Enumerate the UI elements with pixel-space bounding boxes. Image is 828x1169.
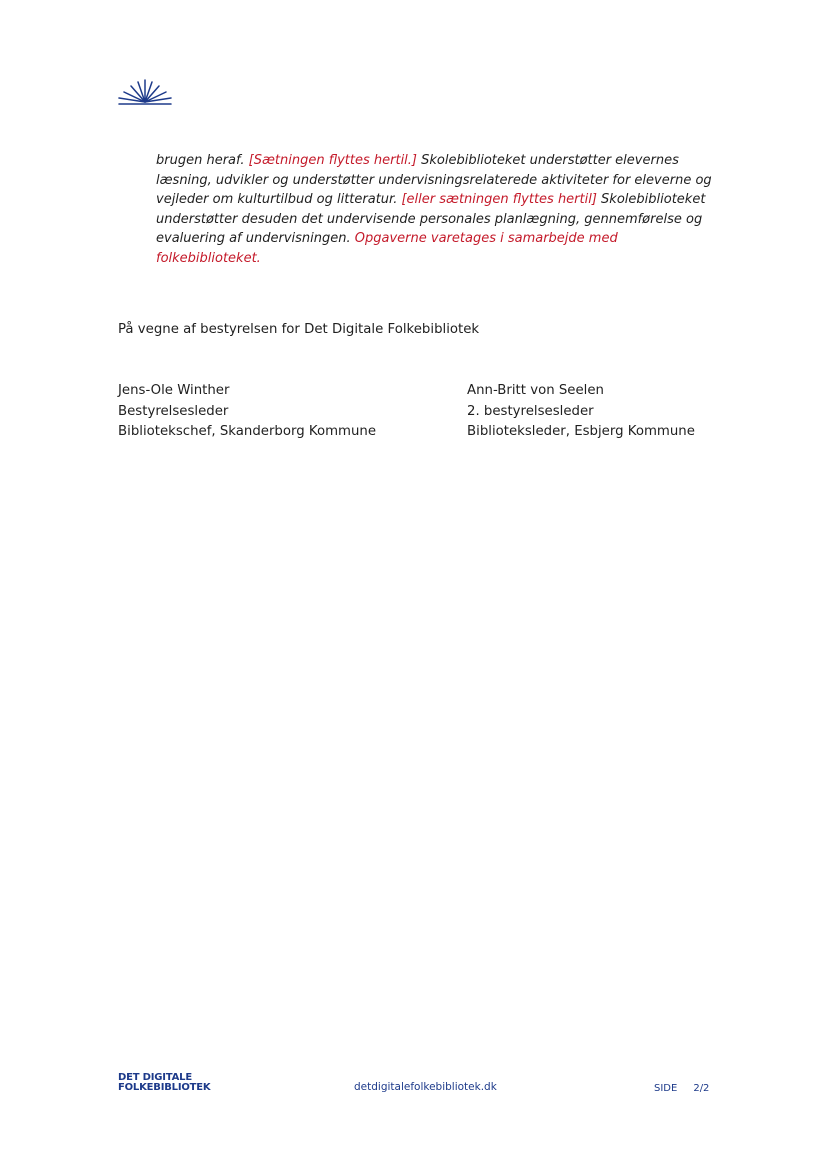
footer-page-indicator (654, 1083, 709, 1094)
quote-text-2: Skolebiblioteket understøtter elevernes læsning, udvikler og understøtter undervisningsrelaterede aktiviteter for eleverne og vejleder om kulturtilbud og litteratur. (156, 153, 712, 207)
footer-brand-logo (118, 1073, 210, 1093)
footer-brand-line2: FOLKEBIBLIOTEK (118, 1082, 211, 1093)
quoted-statute-paragraph (156, 151, 726, 268)
footer-website-link[interactable]: detdigitalefolkebibliotek.dk (354, 1081, 497, 1093)
signer-right-name: Ann-Britt von Seelen (467, 383, 604, 398)
page-number: 2/2 (693, 1083, 710, 1094)
page-label: SIDE (654, 1083, 678, 1094)
signer-left-name: Jens-Ole Winther (118, 383, 230, 398)
quote-revision-note-3: Opgaverne varetages i samarbejde med folkebiblioteket. (156, 231, 618, 266)
signer-left-position: Bibliotekschef, Skanderborg Kommune (118, 424, 377, 439)
signer-right (467, 381, 695, 443)
signer-left (118, 381, 376, 443)
quote-revision-note-2: [eller sætningen flyttes hertil] (401, 192, 597, 207)
footer-brand-line1: DET DIGITALE (118, 1072, 192, 1083)
signoff-line: På vegne af bestyrelsen for Det Digitale Folkebibliotek (118, 322, 480, 337)
quote-revision-note-1: [Sætningen flyttes hertil.] (248, 153, 417, 168)
signer-right-role: 2. bestyrelsesleder (467, 403, 594, 419)
quote-text-1: brugen heraf. (156, 153, 249, 168)
logo-sunburst-icon (118, 78, 172, 110)
signer-left-role: Bestyrelsesleder (118, 403, 229, 419)
quote-text-3: Skolebiblioteket understøtter desuden det undervisende personales planlægning, gennemførelse og evaluering af undervisningen. (156, 192, 706, 246)
signer-right-position: Biblioteksleder, Esbjerg Kommune (467, 424, 695, 439)
